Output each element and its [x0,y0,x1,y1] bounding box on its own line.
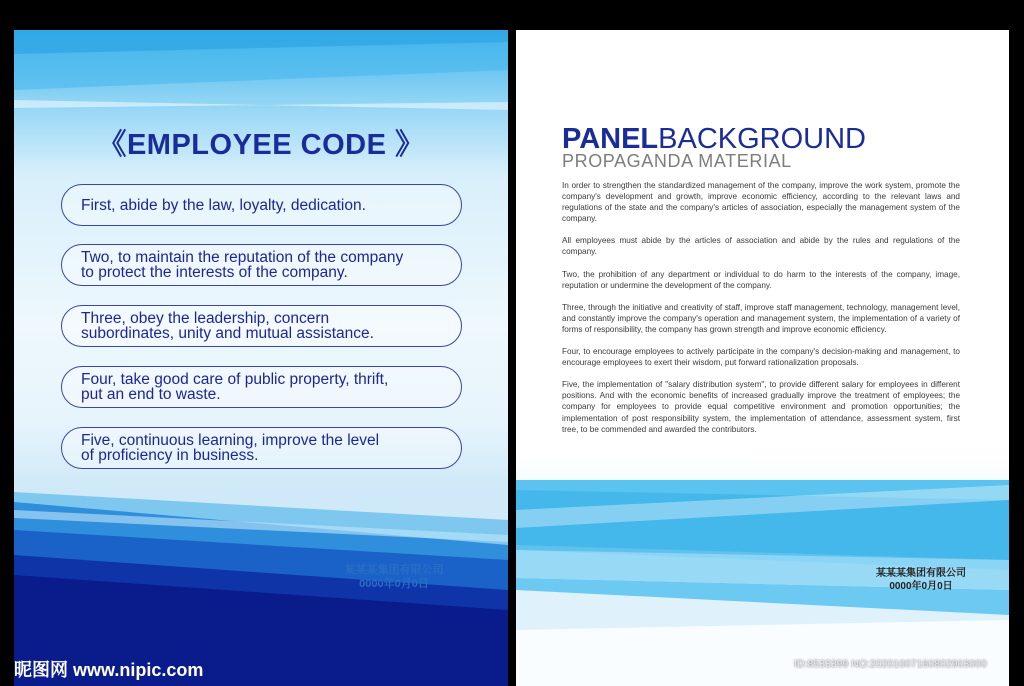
code-item-line: Five, continuous learning, improve the level [81,432,380,449]
code-item-1 [61,184,462,226]
company-date: 0000年0月0日 [889,581,953,592]
employee-code-panel [14,30,508,686]
left-company-block [314,563,474,591]
code-item-line: Four, take good care of public property, thrift, [81,371,389,388]
panel-heading [562,124,866,154]
code-item-4 [61,366,462,408]
panel-subheading: PROPAGANDA MATERIAL [562,151,792,171]
body-text [562,180,960,446]
paragraph: In order to strengthen the standardized management of the company, improve the work system, promote the company's development and growth, improve economic efficiency, according to the relevant laws and regulations of the state and the company's articles of association, especially the management system of the company. [562,181,960,224]
image-id-watermark: ID:8533399 NO:20201007160802903000 [794,658,987,670]
paragraph: Five, the implementation of "salary distribution system", to provide different salary for employees in different positions. And with the economic benefits of increased gradually improve the treatment of employees; the company for employees to provide equal competitive environment and promotion opportunities; the implementation of post responsibility system, the implementation of attendance, assessment system, first tree, to be commended and awarded the contributors. [562,380,960,434]
right-company-block [866,567,976,593]
company-name: 某某某集团有限公司 [876,568,966,579]
heading-bold: PANEL [562,123,659,155]
company-date: 0000年0月0日 [359,578,429,590]
panel-background-page [516,30,1009,686]
paragraph: Four, to encourage employees to actively participate in the company's decision-making and management, to encourage employees to exert their wisdom, put forward rationalization proposals. [562,347,960,368]
company-name: 某某某集团有限公司 [344,564,444,576]
paragraph: Three, through the initiative and creativity of staff, improve staff management, technology, management level, and constantly improve the company's operation and management system, the implementation of a variety of forms of responsibility, the company has grown strength and improve economic efficiency. [562,302,960,334]
code-item-3 [61,305,462,347]
code-item-line: Three, obey the leadership, concern [81,310,330,327]
employee-code-title: 《EMPLOYEE CODE 》 [97,129,425,161]
code-item-line: First, abide by the law, loyalty, dedication. [81,196,366,214]
code-item-line: put an end to waste. [81,386,221,403]
code-item-line: of proficiency in business. [81,447,259,464]
code-item-2 [61,244,462,286]
code-item-line: to protect the interests of the company. [81,264,348,281]
paragraph: All employees must abide by the articles of association and abide by the rules and regulations of the company. [562,236,960,257]
heading-rest: BACKGROUND [658,123,866,155]
code-item-5 [61,427,462,469]
paragraph: Two, the prohibition of any department or individual to do harm to the interests of the company, image, reputation or undermine the development of the company. [562,269,960,290]
code-item-line: Two, to maintain the reputation of the company [81,249,404,266]
nipic-watermark: 昵图网 www.nipic.com [14,660,204,680]
code-item-line: subordinates, unity and mutual assistance. [81,325,374,342]
